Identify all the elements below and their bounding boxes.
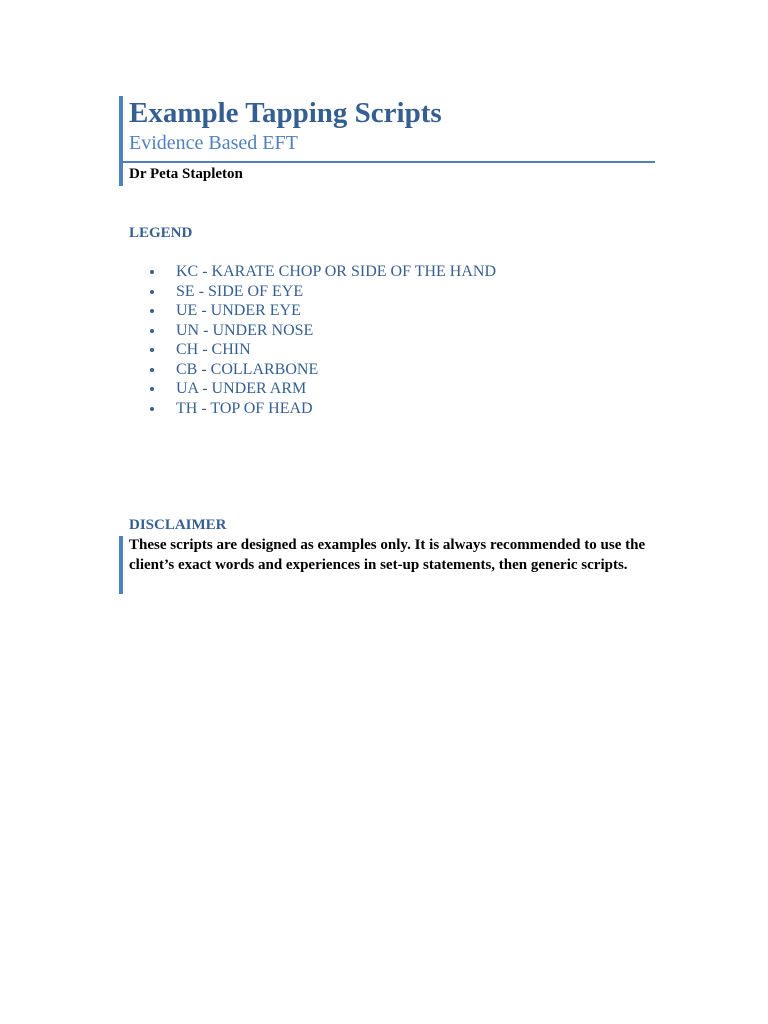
legend-item-label: UN - UNDER NOSE (176, 321, 314, 339)
disclaimer-heading: DISCLAIMER (129, 517, 227, 533)
bullet-icon (150, 407, 154, 411)
title-accent-bar (119, 96, 123, 186)
document-subtitle: Evidence Based EFT (129, 132, 298, 154)
legend-heading: LEGEND (129, 225, 193, 241)
bullet-icon (150, 329, 154, 333)
bullet-icon (150, 270, 154, 274)
legend-item-label: CB - COLLARBONE (176, 360, 319, 378)
document-author: Dr Peta Stapleton (129, 166, 243, 182)
legend-item-label: CH - CHIN (176, 341, 251, 358)
legend-item-label: UE - UNDER EYE (176, 302, 301, 319)
bullet-icon (150, 309, 154, 313)
legend-item-label: KC - KARATE CHOP OR SIDE OF THE HAND (176, 263, 497, 280)
disclaimer-accent-bar (119, 536, 123, 594)
disclaimer-text: These scripts are designed as examples only. It is always recommended to use the client’s exact words and experiences in set-up statements, then generic scripts. (129, 537, 646, 573)
legend-item-label: SE - SIDE OF EYE (176, 282, 304, 300)
bullet-icon (150, 348, 154, 352)
document-title: Example Tapping Scripts (129, 97, 442, 129)
legend-item-label: UA - UNDER ARM (176, 380, 307, 397)
bullet-icon (150, 368, 154, 372)
bullet-icon (150, 387, 154, 391)
title-divider (123, 161, 655, 163)
bullet-icon (150, 290, 154, 294)
legend-item-label: TH - TOP OF HEAD (176, 399, 313, 417)
